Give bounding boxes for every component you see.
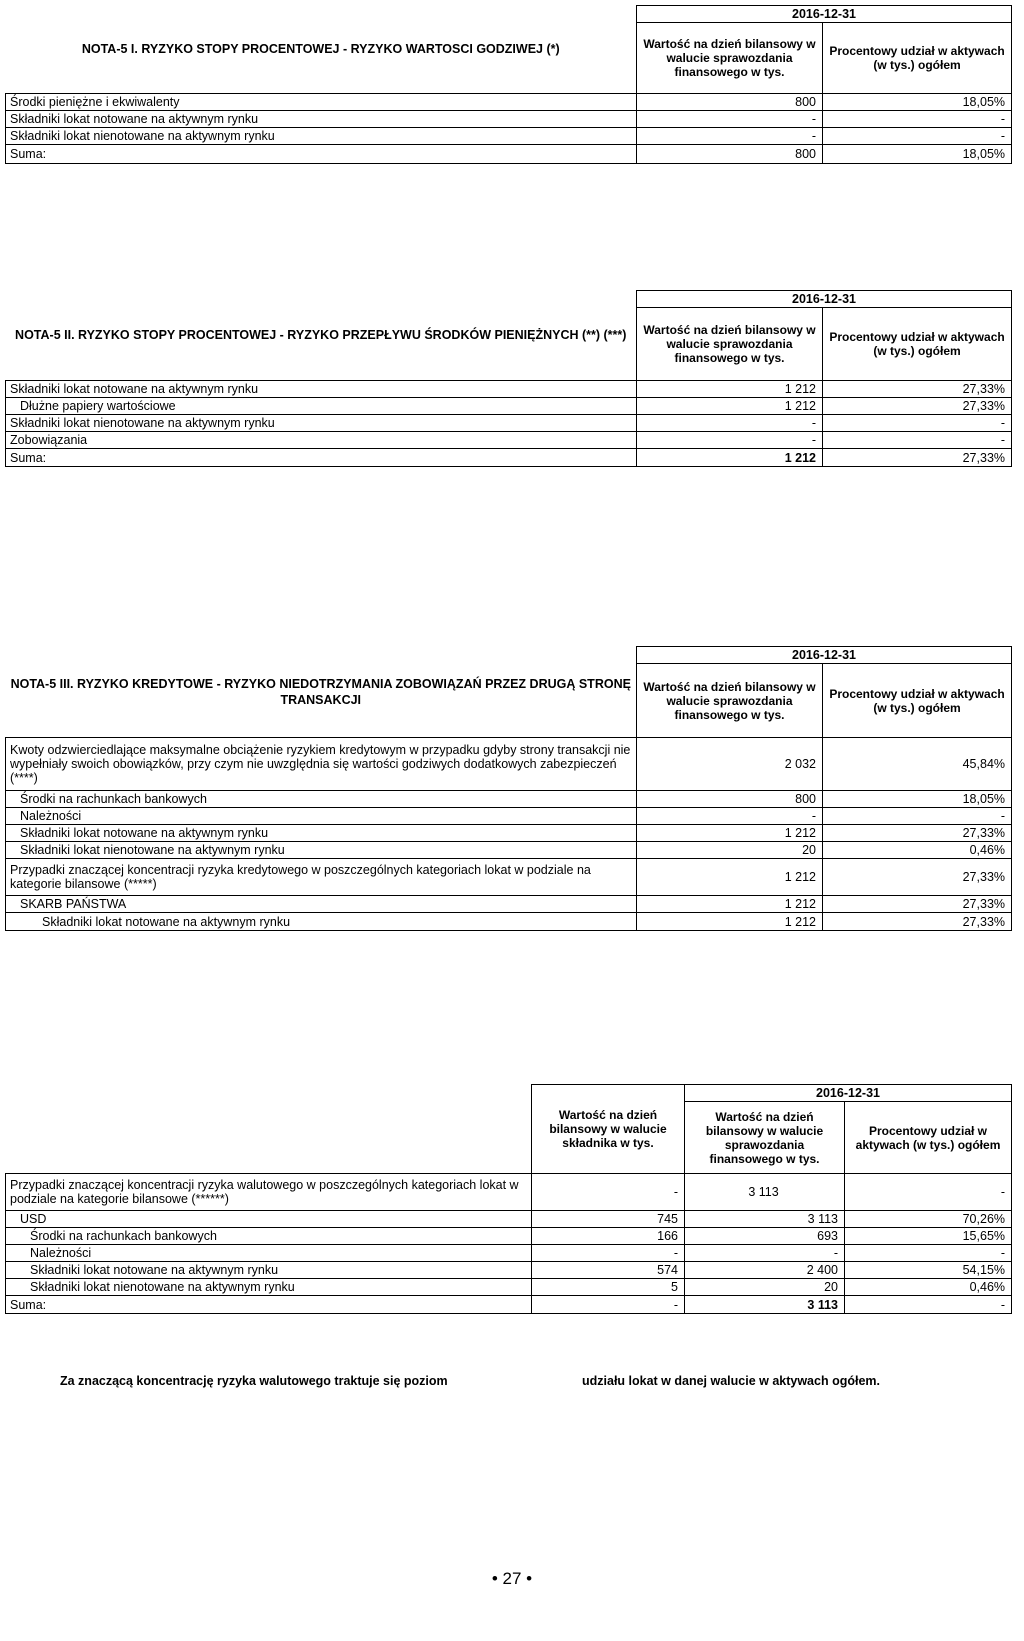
row-value: 2 400 — [685, 1262, 845, 1279]
sum-percent: 18,05% — [823, 145, 1012, 164]
row-value: 1 212 — [637, 859, 823, 896]
page-number: • 27 • — [491, 1569, 533, 1588]
table-currency-risk — [5, 1084, 1012, 1314]
sum-value: 1 212 — [637, 449, 823, 467]
sum-value: 800 — [637, 145, 823, 164]
sum-percent: 27,33% — [823, 449, 1012, 467]
row-label: Składniki lokat notowane na aktywnym rynku — [6, 111, 637, 128]
row-label: Przypadki znaczącej koncentracji ryzyka kredytowego w poszczególnych kategoriach lokat w podziale na kategorie bilansowe (*****) — [6, 859, 637, 896]
row-value: - — [685, 1245, 845, 1262]
table-title: NOTA-5 I. RYZYKO STOPY PROCENTOWEJ - RYZYKO WARTOSCI GODZIWEJ (*) — [81, 42, 560, 57]
row-percent: 54,15% — [845, 1262, 1012, 1279]
row-label: Należności — [6, 1245, 532, 1262]
row-label: Kwoty odzwierciedlające maksymalne obciążenie ryzykiem kredytowym w przypadku gdyby strony transakcji nie wypełniały swoich obowiązków, przy czym nie uwzględnia się wartości godziwych dodatkowych zabezpieczeń (****) — [6, 738, 637, 791]
row-value: 1 212 — [637, 381, 823, 398]
row-value: 1 212 — [637, 825, 823, 842]
row-value-currency: 166 — [532, 1228, 685, 1245]
row-label: Należności — [6, 808, 637, 825]
row-percent: - — [845, 1245, 1012, 1262]
row-percent: 27,33% — [823, 859, 1012, 896]
row-label: Składniki lokat nienotowane na aktywnym rynku — [6, 128, 637, 145]
col-header-percent: Procentowy udział w aktywach (w tys.) ogółem — [823, 664, 1012, 738]
table-title: NOTA-5 II. RYZYKO STOPY PROCENTOWEJ - RYZYKO PRZEPŁYWU ŚRODKÓW PIENIĘŻNYCH (**) (***) — [15, 328, 627, 343]
row-value: 2 032 — [637, 738, 823, 791]
row-value: 693 — [685, 1228, 845, 1245]
col-header-percent: Procentowy udział w aktywach (w tys.) ogółem — [823, 308, 1012, 381]
sum-value-currency: - — [532, 1296, 685, 1314]
row-label: Składniki lokat notowane na aktywnym rynku — [6, 1262, 532, 1279]
row-percent: 27,33% — [823, 913, 1012, 931]
empty-header-cell — [6, 1085, 532, 1174]
row-value: 3 113 — [685, 1211, 845, 1228]
row-value: 1 212 — [637, 896, 823, 913]
row-percent: - — [845, 1174, 1012, 1211]
row-percent: - — [823, 808, 1012, 825]
row-percent: 0,46% — [823, 842, 1012, 859]
col-header-value: Wartość na dzień bilansowy w walucie sprawozdania finansowego w tys. — [637, 23, 823, 94]
row-percent: 45,84% — [823, 738, 1012, 791]
row-label: USD — [6, 1211, 532, 1228]
sum-label: Suma: — [6, 145, 637, 164]
row-label: Środki pieniężne i ekwiwalenty — [6, 94, 637, 111]
table-nota-5-i — [5, 5, 1012, 164]
row-value: 1 212 — [637, 913, 823, 931]
row-label: Składniki lokat nienotowane na aktywnym rynku — [6, 1279, 532, 1296]
sum-value: 3 113 — [685, 1296, 845, 1314]
row-value-currency: - — [532, 1245, 685, 1262]
row-value: - — [637, 432, 823, 449]
row-value: 3 113 — [685, 1174, 845, 1211]
row-percent: 18,05% — [823, 791, 1012, 808]
row-label: Składniki lokat notowane na aktywnym rynku — [6, 913, 637, 931]
row-value-currency: - — [532, 1174, 685, 1211]
row-label: Przypadki znaczącej koncentracji ryzyka walutowego w poszczególnych kategoriach lokat w podziale na kategorie bilansowe (******) — [6, 1174, 532, 1211]
row-percent: 27,33% — [823, 398, 1012, 415]
row-value: - — [637, 128, 823, 145]
sum-label: Suma: — [6, 1296, 532, 1314]
col-header-value-currency: Wartość na dzień bilansowy w walucie składnika w tys. — [532, 1085, 685, 1174]
sum-percent: - — [845, 1296, 1012, 1314]
row-label: Składniki lokat notowane na aktywnym rynku — [6, 825, 637, 842]
row-value-currency: 5 — [532, 1279, 685, 1296]
row-value: - — [637, 111, 823, 128]
date-header: 2016-12-31 — [685, 1085, 1012, 1102]
row-value-currency: 745 — [532, 1211, 685, 1228]
date-header: 2016-12-31 — [637, 647, 1012, 664]
row-label: Składniki lokat notowane na aktywnym rynku — [6, 381, 637, 398]
date-header: 2016-12-31 — [637, 6, 1012, 23]
col-header-value: Wartość na dzień bilansowy w walucie sprawozdania finansowego w tys. — [637, 664, 823, 738]
row-value: 800 — [637, 94, 823, 111]
row-value: 20 — [637, 842, 823, 859]
table-nota-5-iii — [5, 646, 1012, 931]
col-header-percent: Procentowy udział w aktywach (w tys.) ogółem — [845, 1102, 1012, 1174]
note-part-2: udziału lokat w danej walucie w aktywach ogółem. — [582, 1374, 880, 1388]
row-value: 1 212 — [637, 398, 823, 415]
row-percent: 27,33% — [823, 825, 1012, 842]
col-header-value: Wartość na dzień bilansowy w walucie sprawozdania finansowego w tys. — [685, 1102, 845, 1174]
table-title: NOTA-5 III. RYZYKO KREDYTOWE - RYZYKO NIEDOTRZYMANIA ZOBOWIĄZAŃ PRZEZ DRUGĄ STRONĘ TRANSAKCJI — [10, 676, 631, 707]
row-percent: - — [823, 432, 1012, 449]
row-percent: - — [823, 128, 1012, 145]
row-label: SKARB PAŃSTWA — [6, 896, 637, 913]
row-percent: - — [823, 415, 1012, 432]
row-percent: - — [823, 111, 1012, 128]
col-header-value: Wartość na dzień bilansowy w walucie sprawozdania finansowego w tys. — [637, 308, 823, 381]
row-label: Dłużne papiery wartościowe — [6, 398, 637, 415]
row-percent: 18,05% — [823, 94, 1012, 111]
row-value: 800 — [637, 791, 823, 808]
row-value: - — [637, 415, 823, 432]
row-percent: 0,46% — [845, 1279, 1012, 1296]
row-value: - — [637, 808, 823, 825]
note-part-1: Za znaczącą koncentrację ryzyka walutowego traktuje się poziom — [60, 1374, 448, 1388]
col-header-percent: Procentowy udział w aktywach (w tys.) ogółem — [823, 23, 1012, 94]
row-percent: 15,65% — [845, 1228, 1012, 1245]
row-label: Środki na rachunkach bankowych — [6, 791, 637, 808]
date-header: 2016-12-31 — [637, 291, 1012, 308]
row-value-currency: 574 — [532, 1262, 685, 1279]
row-value: 20 — [685, 1279, 845, 1296]
table-nota-5-ii — [5, 290, 1012, 467]
row-percent: 27,33% — [823, 381, 1012, 398]
row-percent: 27,33% — [823, 896, 1012, 913]
row-percent: 70,26% — [845, 1211, 1012, 1228]
row-label: Składniki lokat nienotowane na aktywnym rynku — [6, 842, 637, 859]
sum-label: Suma: — [6, 449, 637, 467]
row-label: Środki na rachunkach bankowych — [6, 1228, 532, 1245]
row-label: Zobowiązania — [6, 432, 637, 449]
row-label: Składniki lokat nienotowane na aktywnym rynku — [6, 415, 637, 432]
